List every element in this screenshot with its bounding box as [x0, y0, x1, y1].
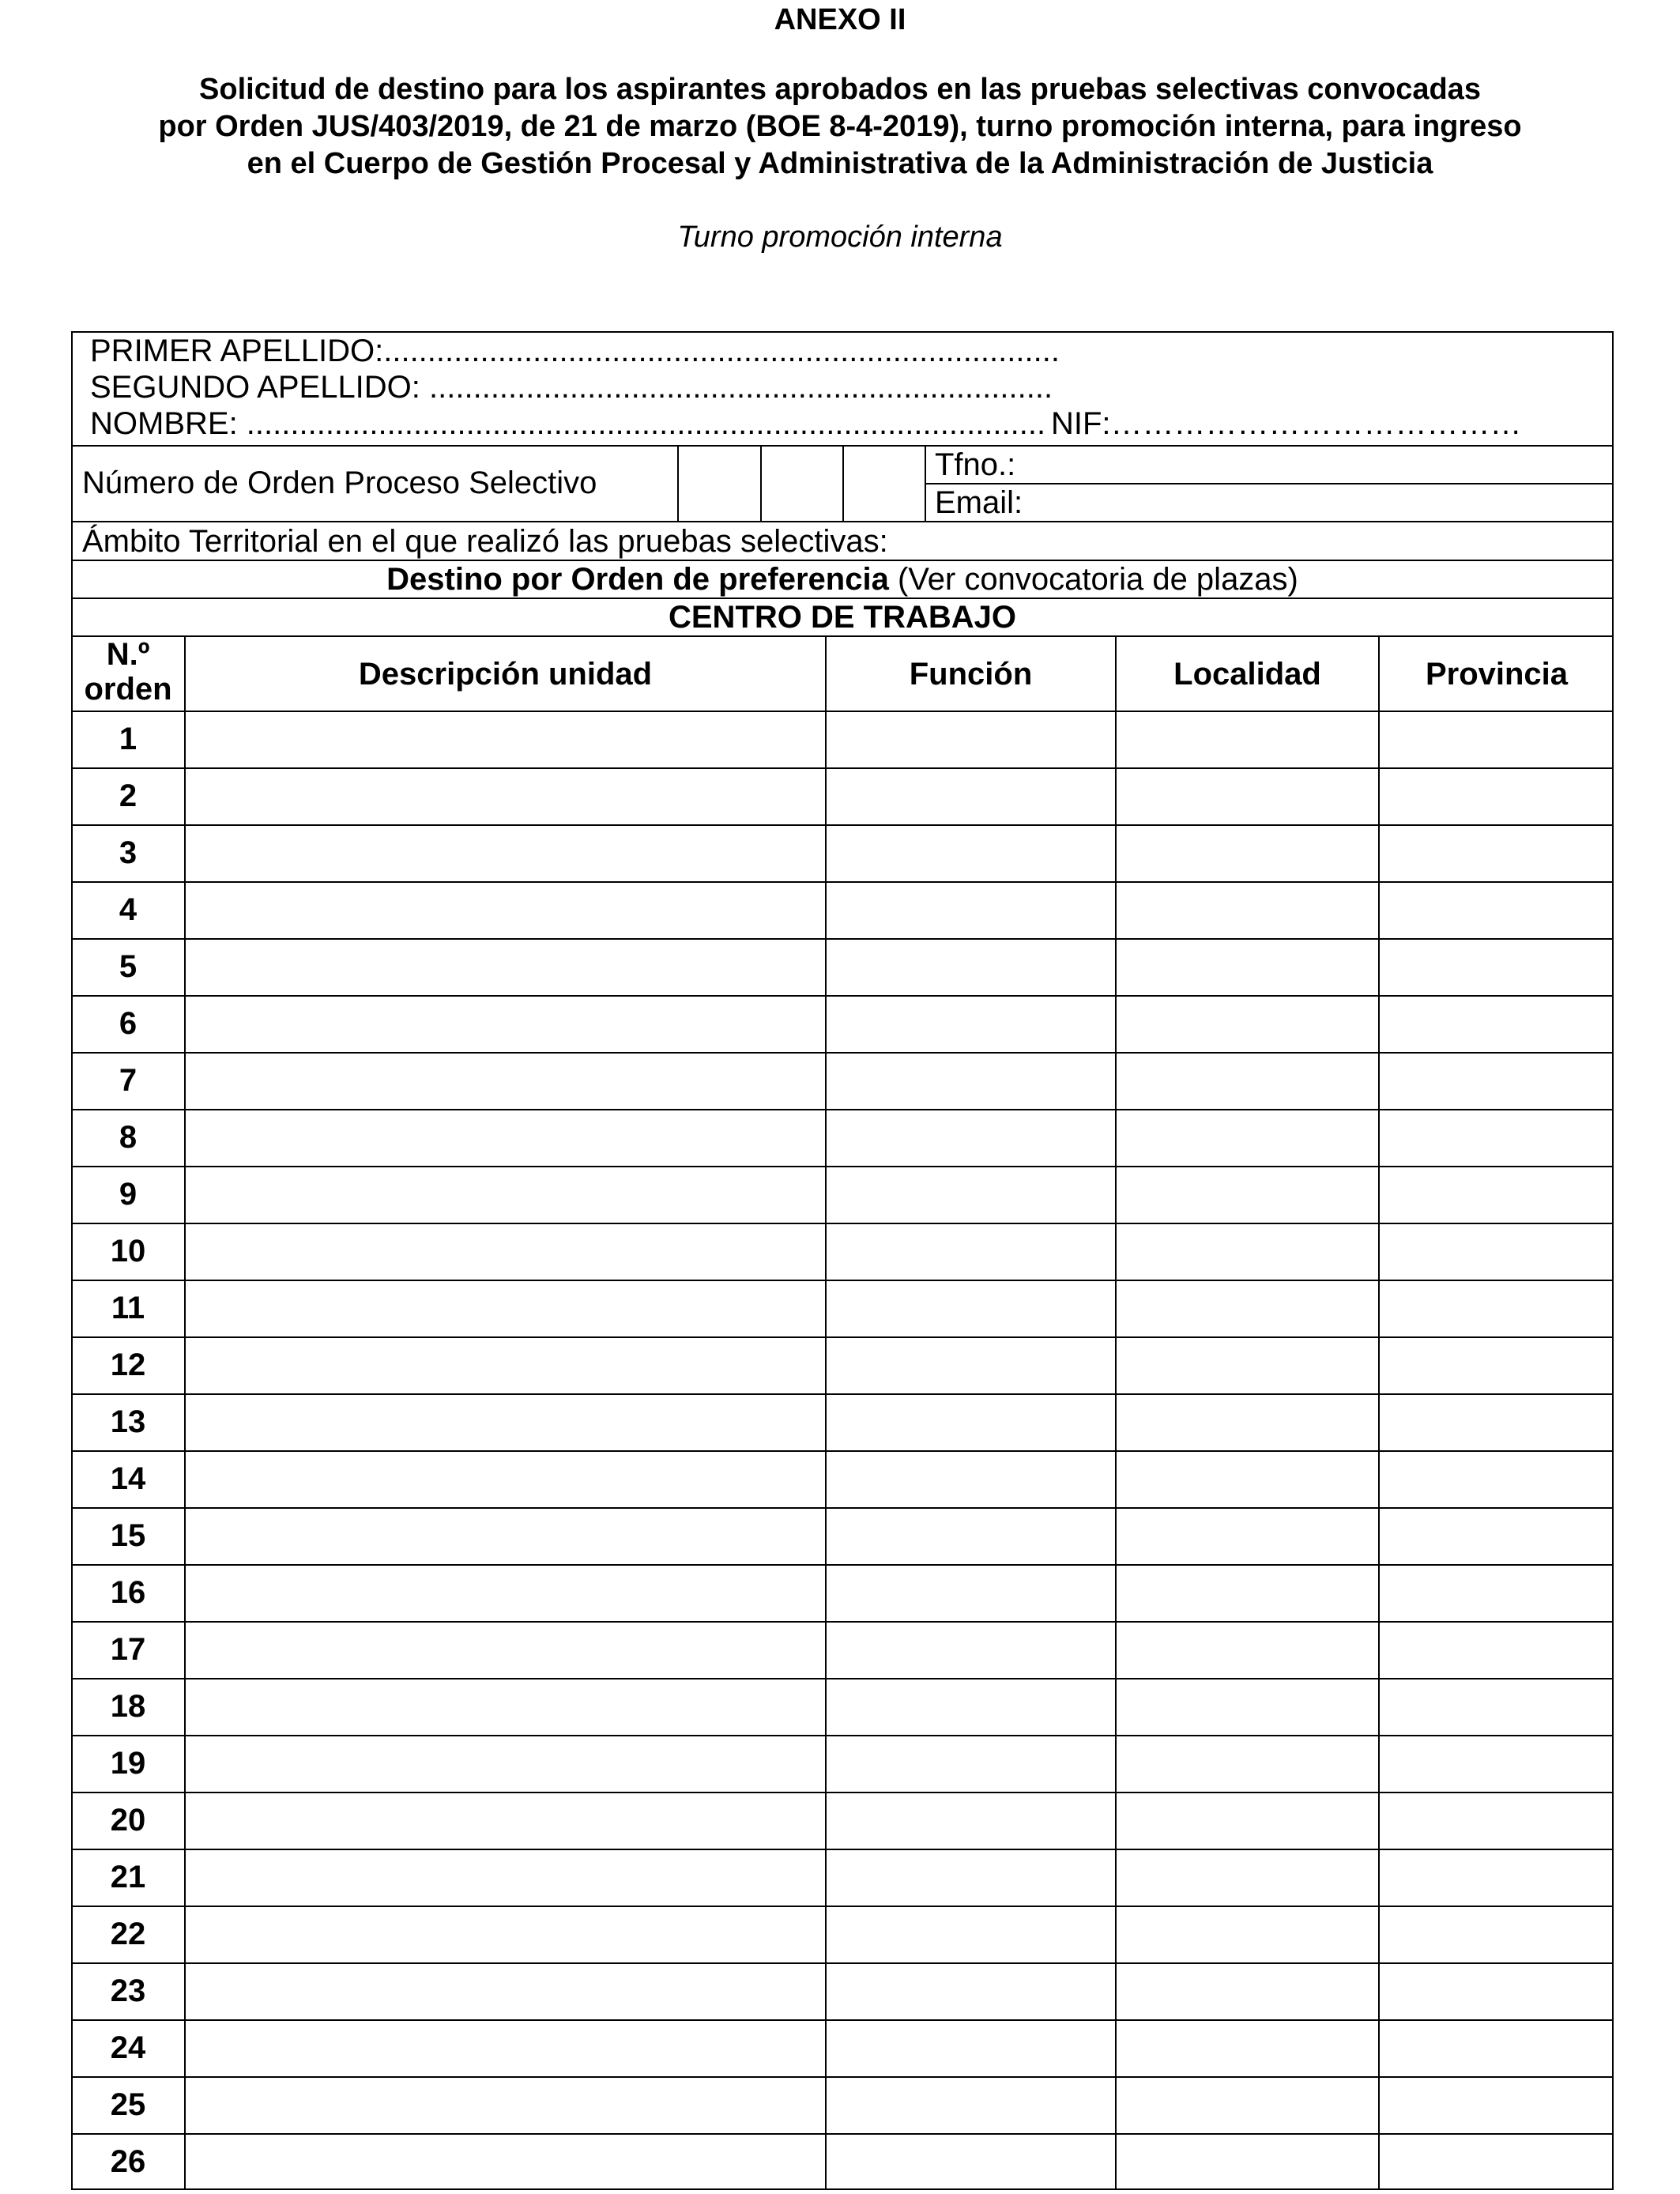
cell-descripcion[interactable]	[186, 1964, 825, 2018]
cell-funcion[interactable]	[827, 1850, 1115, 1904]
cell-localidad[interactable]	[1117, 1167, 1378, 1221]
nif-field[interactable]: NIF:…………………………………	[1051, 406, 1522, 441]
cell-descripcion[interactable]	[186, 883, 825, 937]
row-number: 19	[110, 1746, 146, 1781]
cell-descripcion[interactable]	[186, 1110, 825, 1164]
row-number: 11	[111, 1291, 145, 1325]
cell-funcion[interactable]	[827, 1395, 1115, 1449]
cell-localidad[interactable]	[1117, 1395, 1378, 1449]
row-number: 2	[119, 778, 137, 813]
row-number: 7	[119, 1063, 137, 1098]
cell-funcion[interactable]	[827, 2021, 1115, 2075]
row-number: 12	[110, 1348, 146, 1382]
cell-provincia[interactable]	[1380, 1167, 1614, 1221]
cell-descripcion[interactable]	[186, 1907, 825, 1961]
cell-localidad[interactable]	[1117, 1110, 1378, 1164]
cell-provincia[interactable]	[1380, 826, 1614, 880]
cell-funcion[interactable]	[827, 1566, 1115, 1619]
cell-funcion[interactable]	[827, 1452, 1115, 1506]
cell-provincia[interactable]	[1380, 1509, 1614, 1563]
cell-descripcion[interactable]	[186, 1281, 825, 1335]
cell-provincia[interactable]	[1380, 883, 1614, 937]
cell-localidad[interactable]	[1117, 1623, 1378, 1676]
form-subtitle: Turno promoción interna	[677, 221, 1003, 254]
cell-descripcion[interactable]	[186, 826, 825, 880]
tfno-label[interactable]: Tfno.:	[935, 447, 1016, 482]
cell-provincia[interactable]	[1380, 712, 1614, 766]
cell-provincia[interactable]	[1380, 1907, 1614, 1961]
divider	[925, 483, 1614, 484]
cell-descripcion[interactable]	[186, 1167, 825, 1221]
row-number: 22	[110, 1917, 146, 1951]
cell-provincia[interactable]	[1380, 2135, 1614, 2188]
cell-funcion[interactable]	[827, 1509, 1115, 1563]
cell-funcion[interactable]	[827, 1167, 1115, 1221]
cell-provincia[interactable]	[1380, 1281, 1614, 1335]
column-header-localidad: Localidad	[1173, 657, 1321, 692]
column-header-numero-text: N.º orden	[84, 637, 172, 707]
ambito-territorial-label[interactable]: Ámbito Territorial en el que realizó las pruebas selectivas:	[82, 524, 888, 559]
cell-localidad[interactable]	[1117, 940, 1378, 993]
row-number: 14	[110, 1461, 146, 1496]
segundo-apellido-field[interactable]: SEGUNDO APELLIDO: .......................................................................	[90, 370, 1053, 405]
cell-descripcion[interactable]	[186, 1623, 825, 1676]
row-number: 10	[110, 1234, 146, 1269]
cell-descripcion[interactable]	[186, 1224, 825, 1278]
cell-funcion[interactable]	[827, 940, 1115, 993]
centro-trabajo-label: CENTRO DE TRABAJO	[668, 600, 1017, 635]
cell-localidad[interactable]	[1117, 2135, 1378, 2188]
row-number: 17	[110, 1632, 146, 1667]
cell-localidad[interactable]	[1117, 2021, 1378, 2075]
row-number: 20	[110, 1803, 146, 1838]
cell-provincia[interactable]	[1380, 1850, 1614, 1904]
row-number: 4	[119, 892, 137, 927]
numero-orden-label: Número de Orden Proceso Selectivo	[82, 466, 597, 500]
row-number: 15	[110, 1518, 146, 1553]
cell-localidad[interactable]	[1117, 1907, 1378, 1961]
cell-descripcion[interactable]	[186, 1736, 825, 1790]
cell-localidad[interactable]	[1117, 1736, 1378, 1790]
cell-localidad[interactable]	[1117, 769, 1378, 823]
destino-preferencia-note: (Ver convocatoria de plazas)	[888, 562, 1298, 597]
row-number: 3	[119, 835, 137, 870]
column-header-numero	[73, 637, 183, 707]
row-number: 26	[110, 2144, 146, 2179]
cell-descripcion[interactable]	[186, 2078, 825, 2132]
cell-funcion[interactable]	[827, 1679, 1115, 1733]
cell-funcion[interactable]	[827, 1224, 1115, 1278]
cell-provincia[interactable]	[1380, 1395, 1614, 1449]
column-header-funcion: Función	[909, 657, 1033, 692]
cell-funcion[interactable]	[827, 826, 1115, 880]
cell-descripcion[interactable]	[186, 1452, 825, 1506]
cell-funcion[interactable]	[827, 1338, 1115, 1392]
cell-funcion[interactable]	[827, 1054, 1115, 1107]
cell-funcion[interactable]	[827, 769, 1115, 823]
cell-funcion[interactable]	[827, 1964, 1115, 2018]
cell-provincia[interactable]	[1380, 2021, 1614, 2075]
row-number: 24	[110, 2030, 146, 2065]
form-title-line: por Orden JUS/403/2019, de 21 de marzo (BOE 8-4-2019), turno promoción interna, para ingreso	[158, 110, 1522, 143]
cell-descripcion[interactable]	[186, 1793, 825, 1847]
cell-provincia[interactable]	[1380, 1224, 1614, 1278]
row-number: 18	[110, 1689, 146, 1724]
cell-funcion[interactable]	[827, 1110, 1115, 1164]
cell-localidad[interactable]	[1117, 997, 1378, 1050]
cell-localidad[interactable]	[1117, 1054, 1378, 1107]
cell-descripcion[interactable]	[186, 940, 825, 993]
row-number: 5	[119, 949, 137, 984]
cell-localidad[interactable]	[1117, 1452, 1378, 1506]
email-label[interactable]: Email:	[935, 485, 1023, 520]
cell-localidad[interactable]	[1117, 1224, 1378, 1278]
cell-funcion[interactable]	[827, 1623, 1115, 1676]
nombre-field[interactable]: NOMBRE: ...........................................................................................	[90, 406, 1046, 441]
row-number: 1	[119, 722, 137, 756]
destino-preferencia-label	[71, 561, 1614, 598]
cell-descripcion[interactable]	[186, 1338, 825, 1392]
divider	[842, 445, 844, 522]
cell-localidad[interactable]	[1117, 826, 1378, 880]
cell-provincia[interactable]	[1380, 1623, 1614, 1676]
cell-funcion[interactable]	[827, 712, 1115, 766]
divider	[760, 445, 762, 522]
annex-title: ANEXO II	[774, 3, 906, 36]
row-number: 8	[119, 1120, 137, 1155]
cell-provincia[interactable]	[1380, 1793, 1614, 1847]
row-number: 13	[110, 1404, 146, 1439]
cell-provincia[interactable]	[1380, 1338, 1614, 1392]
row-number: 6	[119, 1006, 137, 1041]
form-title-line: Solicitud de destino para los aspirantes aprobados en las pruebas selectivas convocadas	[199, 73, 1481, 106]
cell-localidad[interactable]	[1117, 2078, 1378, 2132]
cell-funcion[interactable]	[827, 1907, 1115, 1961]
cell-funcion[interactable]	[827, 1793, 1115, 1847]
cell-descripcion[interactable]	[186, 712, 825, 766]
cell-descripcion[interactable]	[186, 769, 825, 823]
cell-provincia[interactable]	[1380, 1679, 1614, 1733]
cell-funcion[interactable]	[827, 997, 1115, 1050]
cell-funcion[interactable]	[827, 1281, 1115, 1335]
cell-localidad[interactable]	[1117, 883, 1378, 937]
divider	[677, 445, 679, 522]
cell-descripcion[interactable]	[186, 2021, 825, 2075]
cell-provincia[interactable]	[1380, 2078, 1614, 2132]
row-number: 25	[110, 2087, 146, 2122]
divider	[71, 635, 1614, 637]
cell-provincia[interactable]	[1380, 1736, 1614, 1790]
column-header-provincia: Provincia	[1425, 657, 1569, 692]
cell-descripcion[interactable]	[186, 1566, 825, 1619]
cell-provincia[interactable]	[1380, 1566, 1614, 1619]
cell-funcion[interactable]	[827, 2135, 1115, 2188]
form-title-line: en el Cuerpo de Gestión Procesal y Administrativa de la Administración de Justicia	[247, 147, 1433, 180]
cell-localidad[interactable]	[1117, 1281, 1378, 1335]
cell-provincia[interactable]	[1380, 769, 1614, 823]
cell-localidad[interactable]	[1117, 1850, 1378, 1904]
cell-descripcion[interactable]	[186, 1395, 825, 1449]
cell-funcion[interactable]	[827, 883, 1115, 937]
cell-provincia[interactable]	[1380, 1964, 1614, 2018]
cell-descripcion[interactable]	[186, 1509, 825, 1563]
cell-descripcion[interactable]	[186, 1679, 825, 1733]
cell-descripcion[interactable]	[186, 997, 825, 1050]
row-number: 9	[119, 1177, 137, 1212]
cell-localidad[interactable]	[1117, 1679, 1378, 1733]
cell-localidad[interactable]	[1117, 1793, 1378, 1847]
row-number: 21	[110, 1860, 146, 1894]
row-number: 23	[110, 1973, 146, 2008]
cell-descripcion[interactable]	[186, 2135, 825, 2188]
destino-preferencia-bold: Destino por Orden de preferencia	[386, 562, 889, 597]
cell-localidad[interactable]	[1117, 1566, 1378, 1619]
cell-localidad[interactable]	[1117, 1964, 1378, 2018]
cell-provincia[interactable]	[1380, 1452, 1614, 1506]
row-number: 16	[110, 1575, 146, 1610]
cell-localidad[interactable]	[1117, 1509, 1378, 1563]
divider	[71, 521, 1614, 522]
cell-localidad[interactable]	[1117, 712, 1378, 766]
cell-provincia[interactable]	[1380, 1110, 1614, 1164]
cell-funcion[interactable]	[827, 1736, 1115, 1790]
cell-descripcion[interactable]	[186, 1054, 825, 1107]
primer-apellido-field[interactable]: PRIMER APELLIDO:.............................................................................	[90, 334, 1060, 368]
cell-descripcion[interactable]	[186, 1850, 825, 1904]
cell-localidad[interactable]	[1117, 1338, 1378, 1392]
column-header-descripcion: Descripción unidad	[358, 657, 653, 692]
cell-provincia[interactable]	[1380, 940, 1614, 993]
cell-provincia[interactable]	[1380, 997, 1614, 1050]
cell-provincia[interactable]	[1380, 1054, 1614, 1107]
cell-funcion[interactable]	[827, 2078, 1115, 2132]
